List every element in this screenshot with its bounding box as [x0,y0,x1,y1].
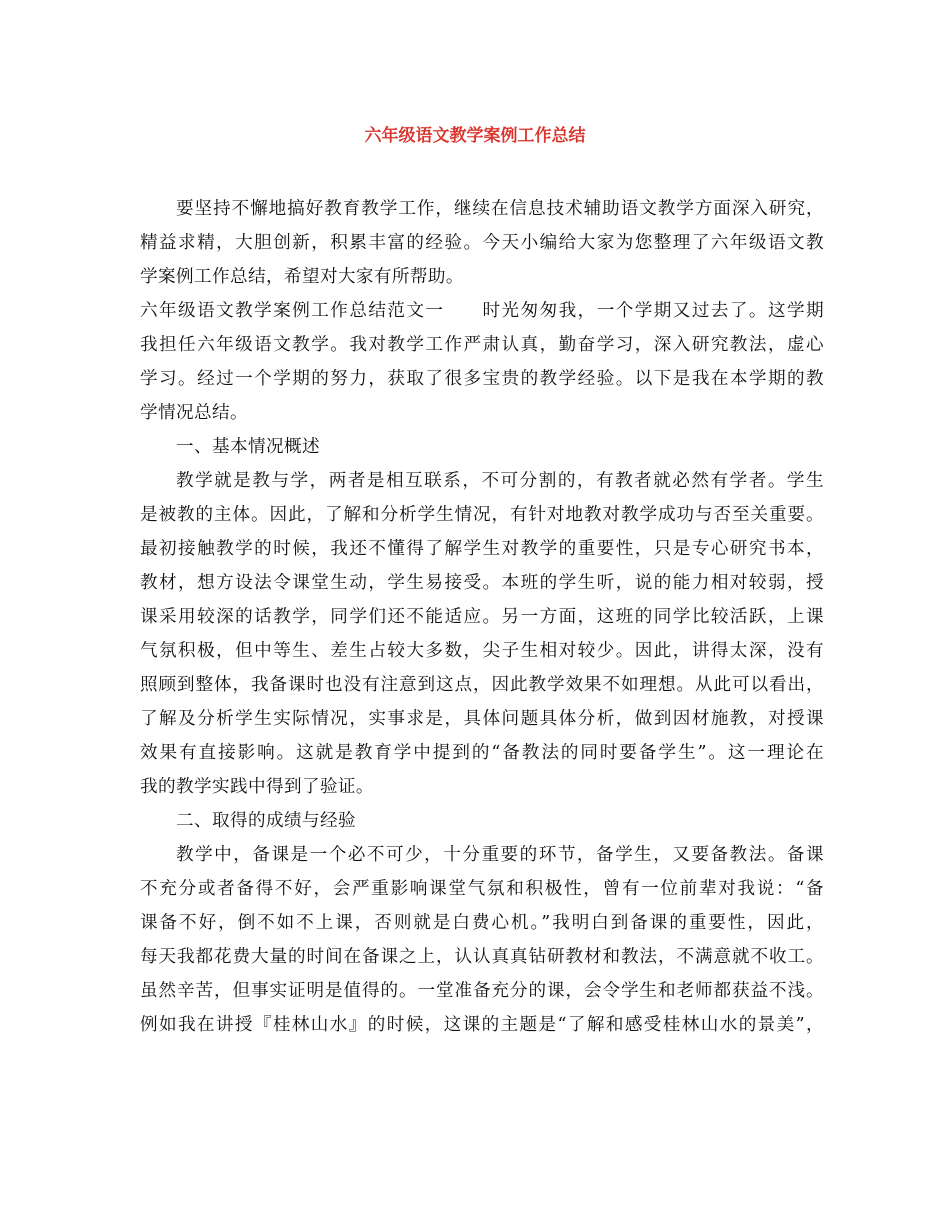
text-line: 六年级语文教学案例工作总结范文一 时光匆匆我，一个学期又过去了。这学期 [140,301,824,321]
text-line: 教学中，备课是一个必不可少，十分重要的环节，备学生，又要备教法。备课 [176,845,824,865]
text-line: 课采用较深的话教学，同学们还不能适应。另一方面，这班的同学比较活跃，上课 [140,607,824,627]
text-line: 学情况总结。 [140,403,248,423]
text-line: 一、基本情况概述 [176,437,320,457]
text-line: 教材，想方设法令课堂生动，学生易接受。本班的学生听，说的能力相对较弱，授 [140,573,824,593]
text-line: 了解及分析学生实际情况，实事求是，具体问题具体分析，做到因材施教，对授课 [140,709,824,729]
text-line: 二、取得的成绩与经验 [176,811,356,831]
text-line: 精益求精，大胆创新，积累丰富的经验。今天小编给大家为您整理了六年级语文教 [140,233,824,253]
text-line: 学习。经过一个学期的努力，获取了很多宝贵的教学经验。以下是我在本学期的教 [140,369,824,389]
text-line: 是被教的主体。因此，了解和分析学生情况，有针对地教对教学成功与否至关重要。 [140,505,824,525]
document-title: 六年级语文教学案例工作总结 [364,126,586,146]
text-line: 最初接触教学的时候，我还不懂得了解学生对教学的重要性，只是专心研究书本， [140,539,824,559]
text-line: 我担任六年级语文教学。我对教学工作严肃认真，勤奋学习，深入研究教法，虚心 [140,335,824,355]
text-line: 我的教学实践中得到了验证。 [140,777,374,797]
text-line: 效果有直接影响。这就是教育学中提到的“备教法的同时要备学生”。这一理论在 [140,743,824,763]
text-line: 照顾到整体，我备课时也没有注意到这点，因此教学效果不如理想。从此可以看出， [140,675,824,695]
text-line: 虽然辛苦，但事实证明是值得的。一堂准备充分的课，会令学生和老师都获益不浅。 [140,981,824,1001]
document-body [140,192,824,1042]
text-line: 每天我都花费大量的时间在备课之上，认认真真钻研教材和教法，不满意就不收工。 [140,947,824,967]
text-line: 不充分或者备得不好，会严重影响课堂气氛和积极性，曾有一位前辈对我说：“备 [140,879,824,899]
text-line: 学案例工作总结，希望对大家有所帮助。 [140,267,464,287]
text-line: 气氛积极，但中等生、差生占较大多数，尖子生相对较少。因此，讲得太深，没有 [140,641,824,661]
text-line: 要坚持不懈地搞好教育教学工作，继续在信息技术辅助语文教学方面深入研究， [176,199,824,219]
text-line: 课备不好，倒不如不上课，否则就是白费心机。”我明白到备课的重要性，因此， [140,913,824,933]
text-line: 例如我在讲授『桂林山水』的时候，这课的主题是“了解和感受桂林山水的景美”， [140,1015,824,1035]
text-line: 教学就是教与学，两者是相互联系，不可分割的，有教者就必然有学者。学生 [176,471,824,491]
